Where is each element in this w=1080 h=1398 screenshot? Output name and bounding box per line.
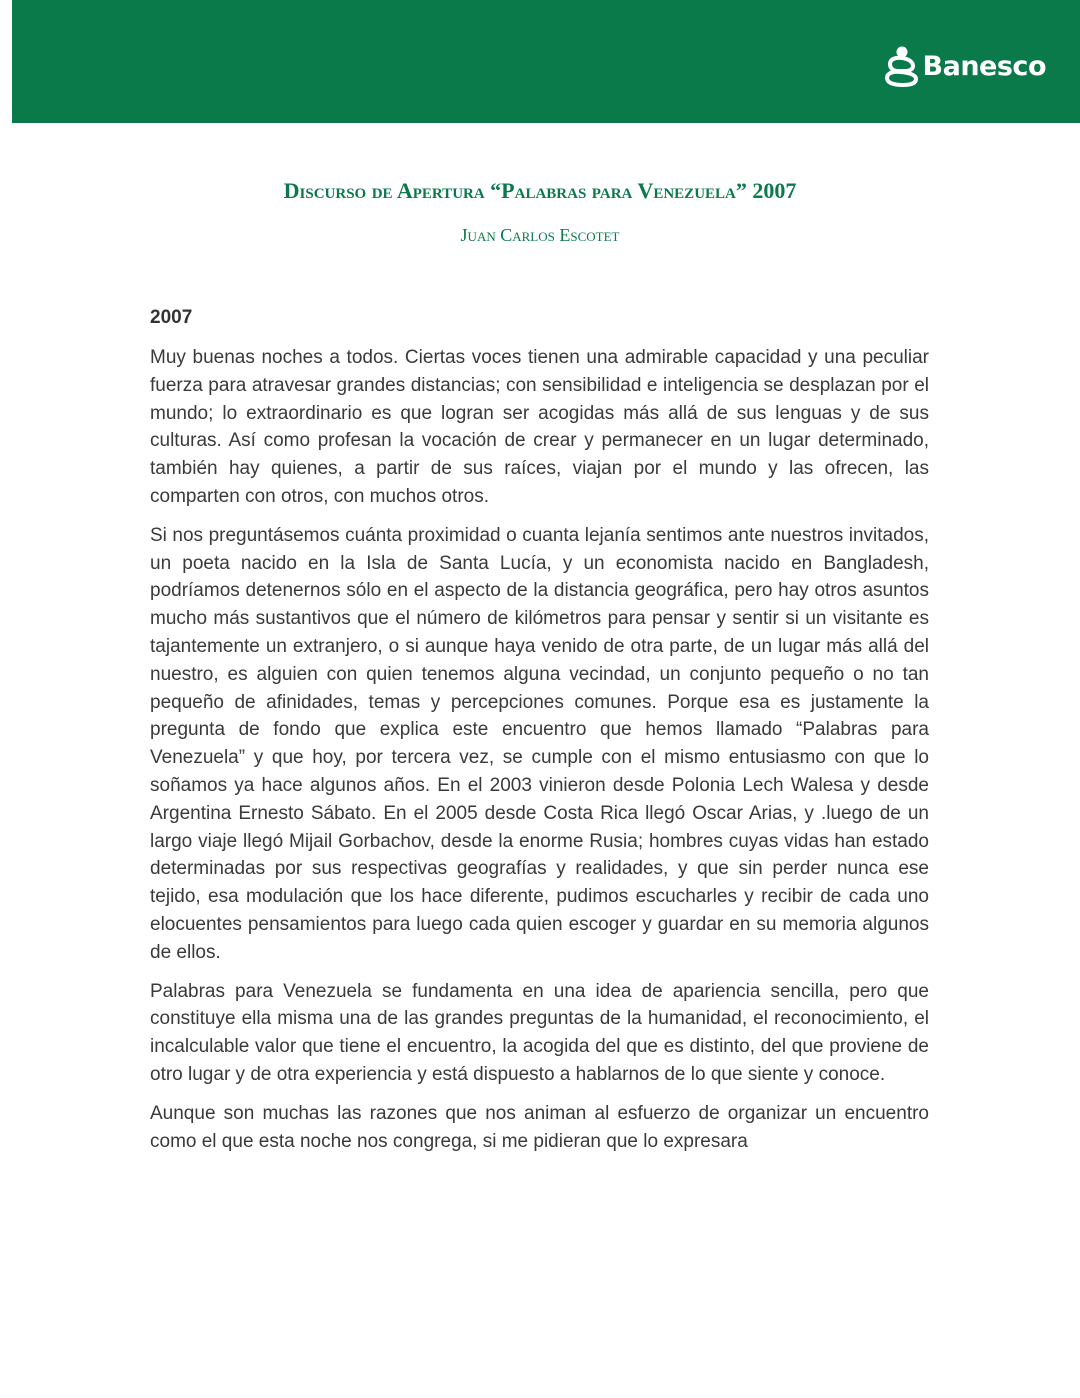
brand-logo bbox=[883, 44, 1046, 88]
document-title: Discurso de Apertura “Palabras para Venezuela” 2007 bbox=[283, 178, 797, 203]
paragraph: Si nos preguntásemos cuánta proximidad o cuanta lejanía sentimos ante nuestros invitados, un poeta nacido en la Isla de Santa Lucía, y un economista nacido en Bangladesh, podríamos detenernos sólo en el aspecto de la distancia geográfica, pero hay otros asuntos mucho más sustantivos que el número de kilómetros para pensar y sentir si un visitante es tajantemente un extranjero, o si aunque haya venido de otra parte, de un lugar más allá del nuestro, es alguien con quien tenemos alguna vecindad, un conjunto pequeño o no tan pequeño de afinidades, temas y percepciones comunes. Porque esa es justamente la pregunta de fondo que explica este encuentro que hemos llamado “Palabras para Venezuela” y que hoy, por tercera vez, se cumple con el mismo entusiasmo con que lo soñamos ya hace algunos años. En el 2003 vinieron desde Polonia Lech Walesa y desde Argentina Ernesto Sábato. En el 2005 desde Costa Rica llegó Oscar Arias, y .luego de un largo viaje llegó Mijail Gorbachov, desde la enorme Rusia; hombres cuyas vidas han estado determinadas por sus respectivas geografías y realidades, y que sin perder nunca ese tejido, esa modulación que los hace diferente, pudimos escucharles y recibir de cada uno elocuentes pensamientos para luego cada quien escoger y guardar en su memoria algunos de ellos. bbox=[150, 524, 929, 963]
banesco-logo-icon bbox=[883, 44, 921, 88]
document-author: Juan Carlos Escotet bbox=[460, 225, 620, 245]
brand-name: Banesco bbox=[922, 50, 1046, 82]
header-bar bbox=[12, 0, 1080, 123]
document-body bbox=[150, 344, 929, 1166]
year-heading: 2007 bbox=[150, 307, 193, 328]
paragraph: Palabras para Venezuela se fundamenta en una idea de apariencia sencilla, pero que constituye ella misma una de las grandes preguntas de la humanidad, el reconocimiento, el incalculable valor que tiene el encuentro, la acogida del que es distinto, del que proviene de otro lugar y de otra experiencia y está dispuesto a hablarnos de lo que siente y conoce. bbox=[150, 980, 929, 1085]
paragraph: Muy buenas noches a todos. Ciertas voces tienen una admirable capacidad y una peculiar fuerza para atravesar grandes distancias; con sensibilidad e inteligencia se desplazan por el mundo; lo extraordinario es que logran ser acogidas más allá de sus lenguas y de sus culturas. Así como profesan la vocación de crear y permanecer en un lugar determinado, también hay quienes, a partir de sus raíces, viajan por el mundo y las ofrecen, las comparten con otros, con muchos otros. bbox=[150, 347, 929, 507]
paragraph: Aunque son muchas las razones que nos animan al esfuerzo de organizar un encuentro como el que esta noche nos congrega, si me pidieran que lo expresara bbox=[150, 1102, 929, 1152]
